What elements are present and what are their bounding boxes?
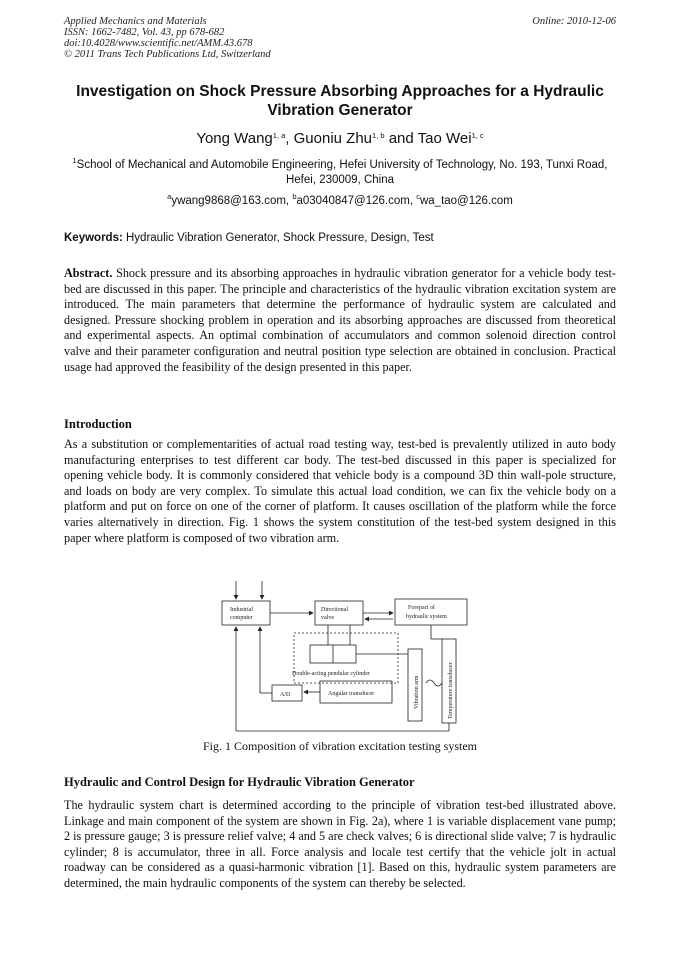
affiliation-mark: 1 [72, 156, 77, 165]
email-mark: a [167, 192, 172, 201]
paper-title: Investigation on Shock Pressure Absorbing Approaches for a Hydraulic Vibration Generator [76, 83, 604, 119]
label-forepart: Forepart of [408, 605, 435, 611]
journal-copyright: © 2011 Trans Tech Publications Ltd, Switzerland [64, 49, 271, 60]
hydraulic-design-text: The hydraulic system chart is determined according to the principle of vibration test-bed illustrated above. Linkage and main component of the system are shown in Fig. 2a), where 1 is variable displacement vane pump; 2 is pressure gauge; 3 is pressure relief valve; 4 and 5 are check valves; 6 is directional slide valve; 7 is hydraulic cylinder; 8 is accumulator, three in all. Force analysis and locale test certify that the vehicle jolt in actual roadway can be considered as a quasi-harmonic vibration [1]. Based on this, hydraulic system parameters are determined, the main hydraulic components of the system can thereby be selected. [64, 798, 616, 890]
industrial-computer-box [222, 601, 270, 625]
journal-name: Applied Mechanics and Materials [64, 16, 207, 27]
keywords [64, 231, 616, 245]
email-mark: b [292, 192, 297, 201]
affiliation-text: School of Mechanical and Automobile Engineering, Hefei University of Technology, No. 193, Tunxi Road, Hefei, 230009, China [76, 159, 608, 186]
journal-issn: ISSN: 1662-7482, Vol. 43, pp 678-682 [64, 27, 225, 38]
label-computer: computer [230, 615, 253, 621]
introduction-text: As a substitution or complementarities of actual road testing way, test-bed is prevalently utilized in auto body manufacturing enterprises to test different car body. The test-bed discussed in this paper is specialized for opening vehicle body. It is commonly considered that vehicle body is a compound 3D thin wall-pole structure, and loads on body are very complex. To simulate this actual load condition, we can fix the vehicle body on a platform and put on force on one of the corner of platform. It causes oscillation of the platform while the force varies alternatively in direction. Fig. 1 shows the system constitution of the test-bed system designed in this paper where platform is composed of two vibration arm. [64, 437, 616, 545]
author-affiliation-mark: 1, a [272, 131, 286, 140]
email-address: a03040847@126.com [296, 195, 410, 207]
label-angular: Angular transducer [328, 691, 375, 697]
abstract-label: Abstract. [64, 266, 113, 280]
figure-caption: Fig. 1 Composition of vibration excitation testing system [203, 739, 477, 753]
abstract [64, 266, 616, 375]
label-directional: Directional [321, 607, 348, 613]
system-diagram [200, 579, 490, 737]
label-ad: A/D [280, 692, 291, 698]
email-address: wa_tao@126.com [419, 195, 513, 207]
label-temperature: Temperature transducer [448, 662, 454, 719]
directional-valve-box [315, 601, 363, 625]
figure-1 [200, 579, 490, 737]
author-name: Yong Wang [196, 130, 273, 147]
affiliation [64, 158, 616, 188]
hydraulic-design-heading: Hydraulic and Control Design for Hydraulic Vibration Generator [64, 775, 415, 789]
email-list [64, 194, 616, 208]
email-mark: c [416, 192, 420, 201]
online-date: Online: 2010-12-06 [532, 16, 616, 27]
label-vibration-arm: Vibration arm [414, 675, 420, 709]
label-hydraulic-system: hydraulic system [406, 614, 447, 620]
journal-doi: doi:10.4028/www.scientific.net/AMM.43.678 [64, 38, 253, 49]
journal-header [64, 16, 616, 60]
email-address: ywang9868@163.com [171, 195, 286, 207]
label-cylinder: Double-acting pendular cylinder [292, 671, 370, 677]
email-separator: , [285, 195, 293, 207]
abstract-text: Shock pressure and its absorbing approaches in hydraulic vibration generator for a vehicle body test-bed are discussed in this paper. The principle and characteristics of the hydraulic vibration excitation system are introduced. The main parameters that determine the performance of hydraulic system are calculated and designed. Pressure shocking problem in operation and its absorbing approaches are discussed from theoretical and experimental aspects. An optimal combination of accumulators and common solenoid direction control valve and their parameter configuration and neutral position type selection are obtained in conclusion. Practical usage had approved the feasibility of the design presented in this paper. [64, 266, 616, 374]
author-name: Guoniu Zhu [293, 130, 373, 147]
introduction-heading: Introduction [64, 417, 132, 431]
forepart-box [395, 599, 467, 625]
keywords-text: Hydraulic Vibration Generator, Shock Pressure, Design, Test [126, 232, 434, 244]
author-separator: , [285, 130, 294, 147]
label-industrial: Industrial [230, 607, 253, 613]
author-affiliation-mark: 1, b [372, 131, 385, 140]
author-separator: and [384, 130, 418, 147]
author-affiliation-mark: 1, c [471, 131, 484, 140]
author-name: Tao Wei [417, 130, 472, 147]
keywords-label: Keywords: [64, 232, 123, 244]
label-valve: valve [321, 615, 334, 621]
author-list [64, 130, 616, 148]
email-separator: , [409, 195, 417, 207]
